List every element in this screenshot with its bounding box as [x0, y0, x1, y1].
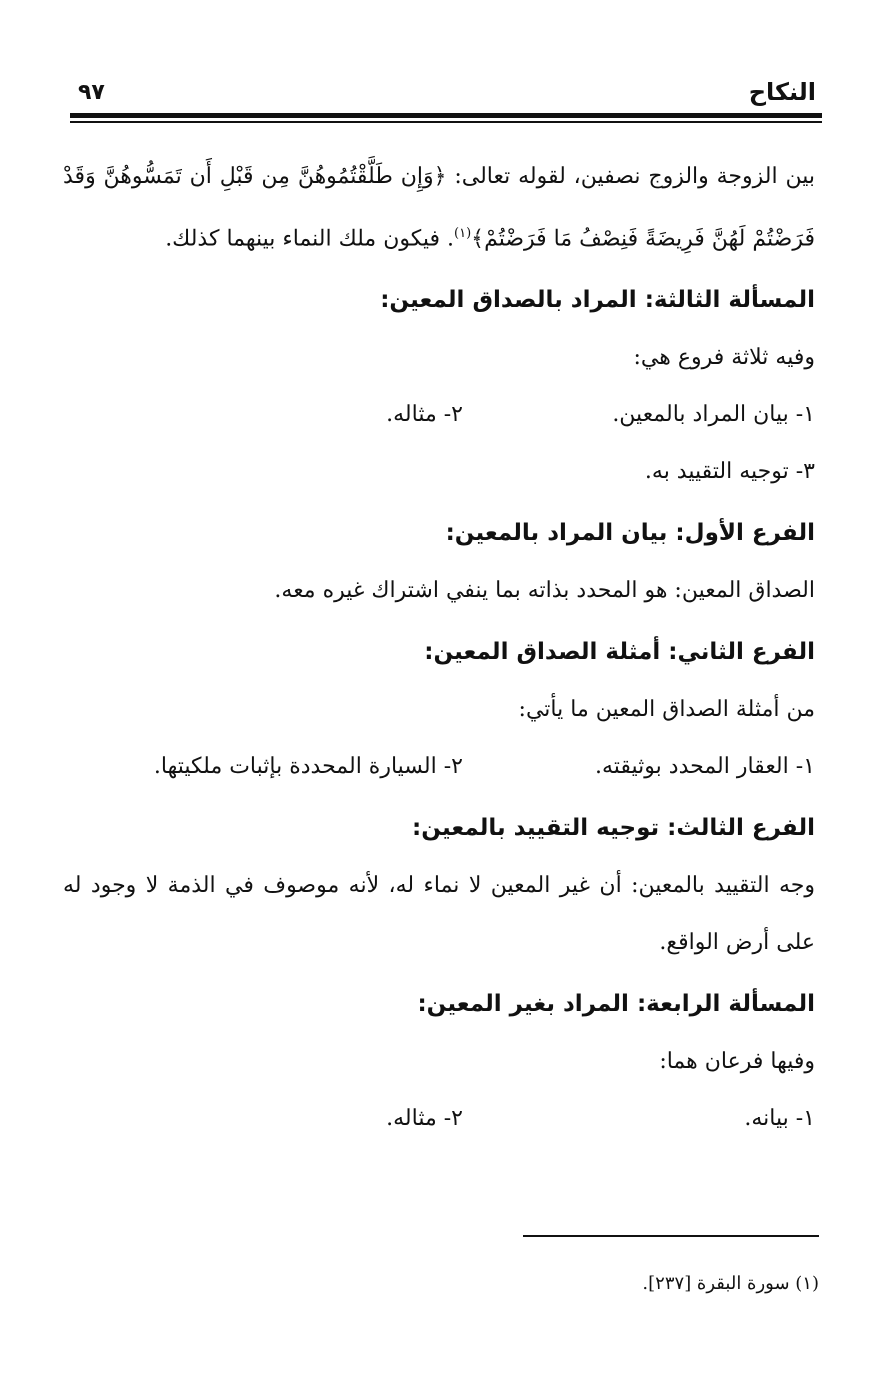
- section3-intro: وفيه ثلاثة فروع هي:: [633, 345, 815, 371]
- branch2-item-1: ١- العقار المحدد بوثيقته.: [594, 754, 815, 780]
- section4-item-2: ٢- مثاله.: [386, 1106, 463, 1132]
- branch2-items-row: [63, 738, 815, 795]
- branch2-intro: من أمثلة الصداق المعين ما يأتي:: [518, 697, 815, 723]
- footnote: (١) سورة البقرة [٢٣٧].: [642, 1273, 819, 1294]
- section4-intro: وفيها فرعان هما:: [659, 1049, 815, 1075]
- running-header: [70, 70, 822, 110]
- intro-text-before-quote: بين الزوجة والزوج نصفين، لقوله تعالى:: [446, 164, 815, 189]
- section3-item-1: ١- بيان المراد بالمعين.: [612, 402, 815, 428]
- section3-item-3: ٣- توجيه التقييد به.: [644, 459, 815, 485]
- section4-item-1: ١- بيانه.: [744, 1106, 815, 1132]
- quran-quote: ﴿وَإِن طَلَّقْتُمُوهُنَّ مِن قَبْلِ أَن تَمَسُّوهُنَّ وَقَدْ فَرَضْتُمْ لَهُنَّ فَرِيضَةً فَنِصْفُ مَا فَرَضْتُمْ﴾: [63, 164, 815, 252]
- header-rule-thick: [70, 113, 822, 118]
- footnote-marker: (١): [454, 226, 472, 241]
- branch2-heading: الفرع الثاني: أمثلة الصداق المعين:: [424, 639, 815, 666]
- page-body: [63, 148, 815, 1147]
- section3-item-2: ٢- مثاله.: [386, 402, 463, 428]
- intro-paragraph: [63, 148, 815, 267]
- page-number: ٩٧: [78, 80, 105, 105]
- chapter-title: النكاح: [748, 78, 816, 106]
- branch1-text: الصداق المعين: هو المحدد بذاته بما ينفي اشتراك غيره معه.: [274, 578, 815, 604]
- header-rule-thin: [70, 121, 822, 123]
- section4-heading: المسألة الرابعة: المراد بغير المعين:: [417, 991, 815, 1018]
- intro-text-after-quote: . فيكون ملك النماء بينهما كذلك.: [165, 226, 455, 252]
- section4-items-row: [63, 1090, 815, 1147]
- section3-items-row: [63, 386, 815, 443]
- branch2-item-2: ٢- السيارة المحددة بإثبات ملكيتها.: [153, 754, 463, 780]
- branch3-text: وجه التقييد بالمعين: أن غير المعين لا نماء له، لأنه موصوف في الذمة لا وجود له على أرض الواقع.: [63, 873, 815, 956]
- branch1-heading: الفرع الأول: بيان المراد بالمعين:: [445, 520, 815, 547]
- branch3-heading: الفرع الثالث: توجيه التقييد بالمعين:: [412, 815, 815, 842]
- section3-heading: المسألة الثالثة: المراد بالصداق المعين:: [380, 287, 815, 314]
- footnote-separator: [523, 1235, 819, 1237]
